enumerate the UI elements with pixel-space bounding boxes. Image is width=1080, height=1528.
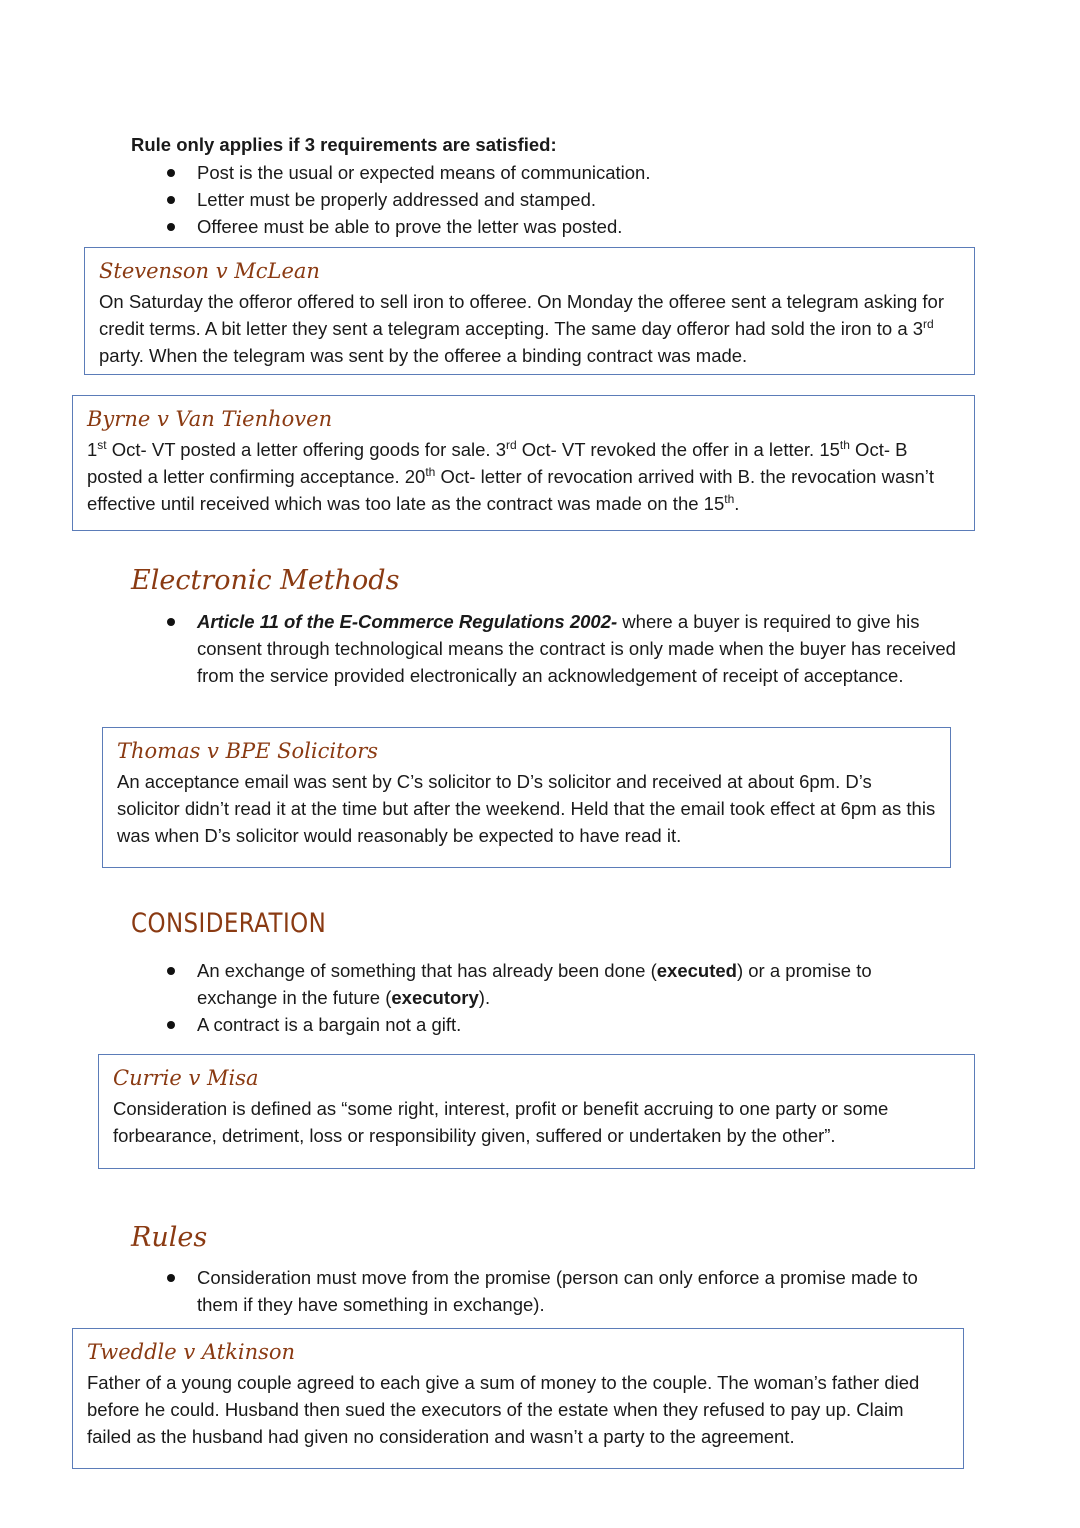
case-box-currie xyxy=(98,1054,975,1169)
section-heading-rules: Rules xyxy=(131,1222,208,1253)
case-title: Thomas v BPE Solicitors xyxy=(117,739,379,763)
case-title: Byrne v Van Tienhoven xyxy=(87,407,333,431)
postal-requirements-list xyxy=(131,159,831,240)
case-body: Consideration is defined as “some right, interest, profit or benefit accruing to one party or some forbearance, detriment, loss or responsibility given, suffered or undertaken by the other”. xyxy=(113,1098,889,1146)
case-body: Father of a young couple agreed to each give a sum of money to the couple. The woman’s father died before he could. Husband then sued the executors of the estate when they refused to pay up. Claim failed as the husband had given no consideration and wasn’t a party to the agreement. xyxy=(87,1372,920,1447)
case-body: An acceptance email was sent by C’s solicitor to D’s solicitor and received at about 6pm. D’s solicitor didn’t read it at the time but after the weekend. Held that the email took effect at 6pm as this was when D’s solicitor would reasonably be expected to have read it. xyxy=(117,771,936,846)
list-item: Letter must be properly addressed and stamped. xyxy=(131,186,831,213)
section-heading-consideration: CONSIDERATION xyxy=(131,908,327,939)
electronic-list xyxy=(131,608,961,689)
list-item: Post is the usual or expected means of communication. xyxy=(131,159,831,186)
case-title: Currie v Misa xyxy=(113,1066,259,1090)
case-body: 1st Oct- VT posted a letter offering goods for sale. 3rd Oct- VT revoked the offer in a letter. 15th Oct- B posted a letter confirming acceptance. 20th Oct- letter of revocation arrived with B. the revocation wasn’t effective until received which was too late as the contract was made on the 15th. xyxy=(87,437,935,514)
case-box-thomas xyxy=(102,727,951,868)
case-title: Tweddle v Atkinson xyxy=(87,1340,296,1364)
list-item: Consideration must move from the promise (person can only enforce a promise made to them if they have something in exchange). xyxy=(131,1264,931,1318)
list-item: Offeree must be able to prove the letter was posted. xyxy=(131,213,831,240)
list-item: Article 11 of the E-Commerce Regulations 2002- where a buyer is required to give his consent through technological means the contract is only made when the buyer has received from the service provided electronically an acknowledgement of receipt of acceptance. xyxy=(131,608,961,689)
case-title: Stevenson v McLean xyxy=(99,259,320,283)
section-heading-electronic: Electronic Methods xyxy=(131,565,400,596)
list-item: An exchange of something that has already been done (executed) or a promise to exchange in the future (executory). xyxy=(131,957,951,1011)
case-box-stevenson xyxy=(84,247,975,375)
consideration-list xyxy=(131,957,951,1038)
list-item: A contract is a bargain not a gift. xyxy=(131,1011,951,1038)
postal-rule-intro: Rule only applies if 3 requirements are satisfied: xyxy=(131,134,557,155)
case-body: On Saturday the offeror offered to sell iron to offeree. On Monday the offeree sent a telegram asking for credit terms. A bit letter they sent a telegram accepting. The same day offeror had sold the iron to a 3rd party. When the telegram was sent by the offeree a binding contract was made. xyxy=(99,291,944,366)
case-box-tweddle xyxy=(72,1328,964,1469)
rules-list xyxy=(131,1264,931,1318)
case-box-byrne xyxy=(72,395,975,531)
